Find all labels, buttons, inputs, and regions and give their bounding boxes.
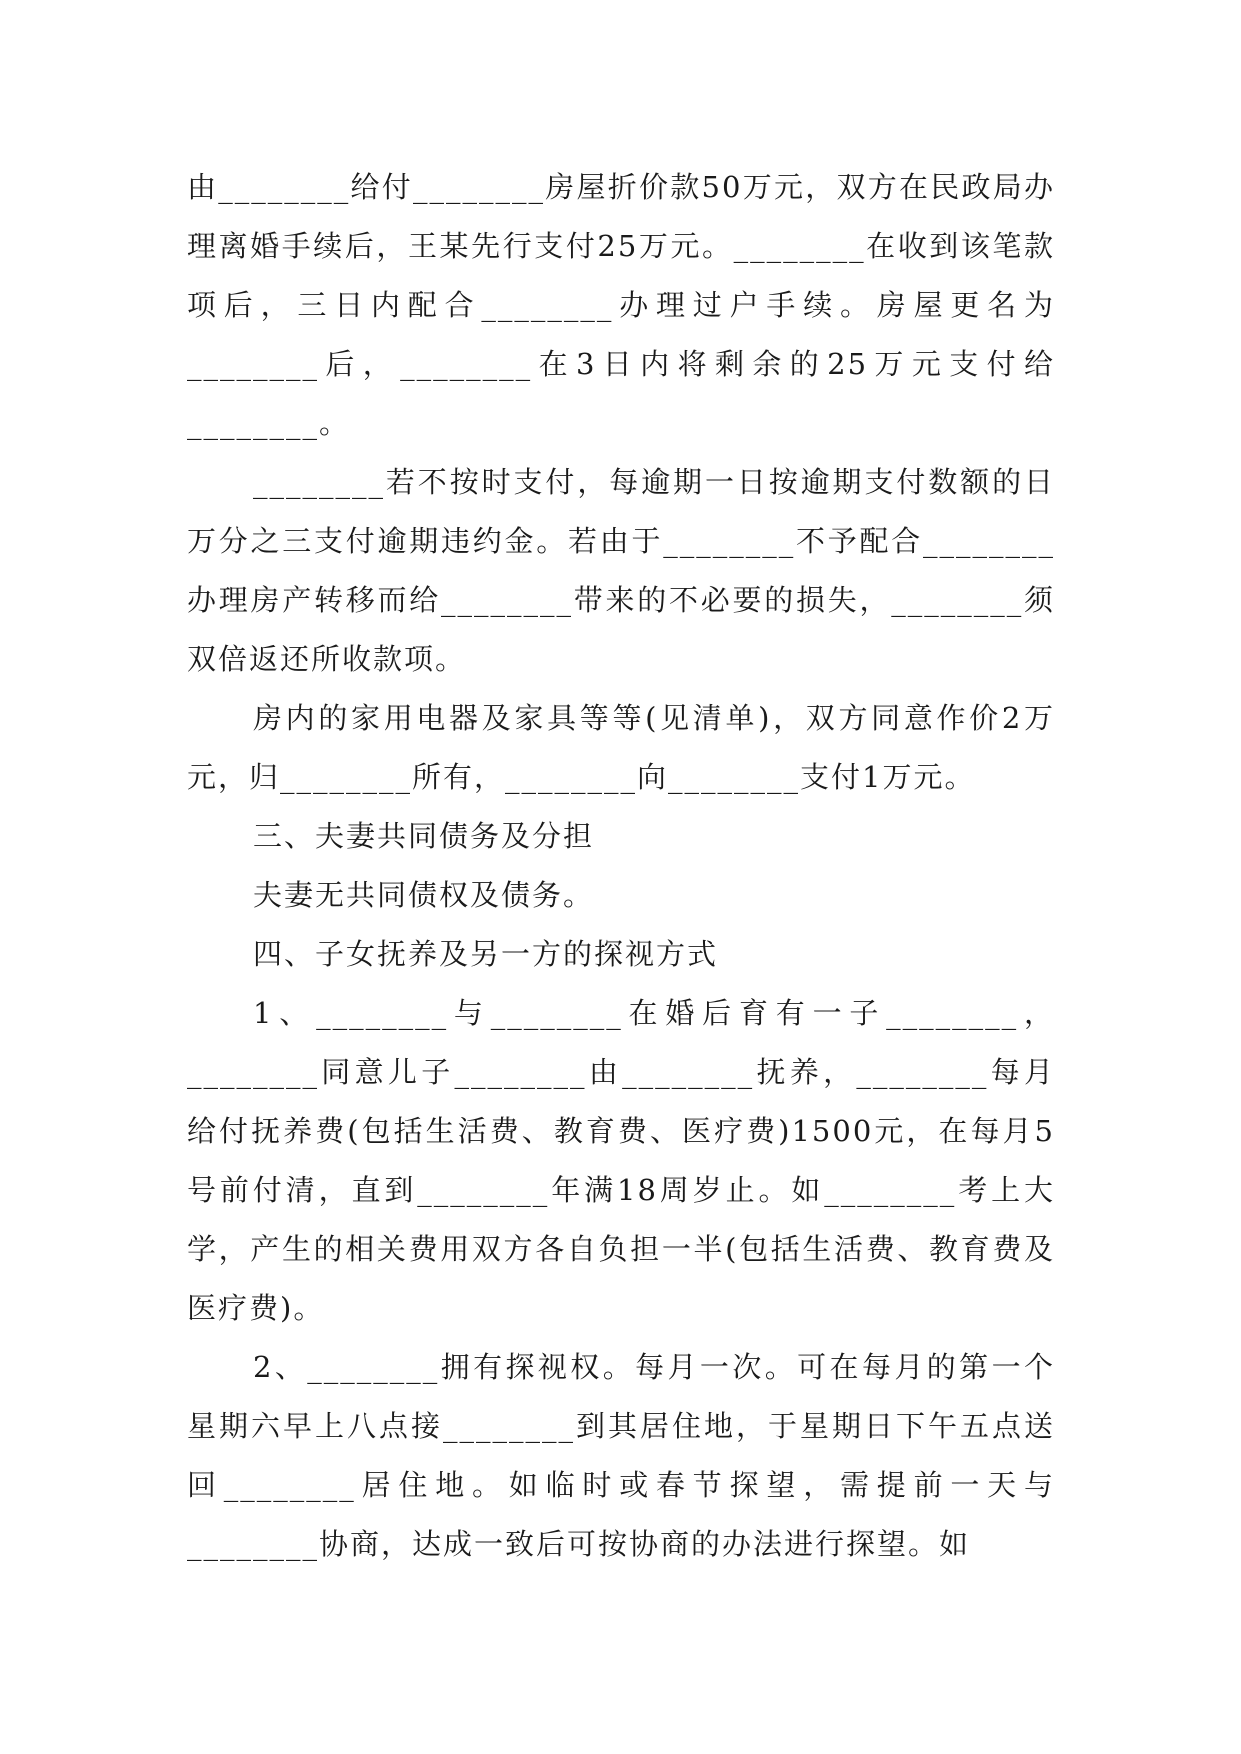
paragraph-house-payment: 由________给付________房屋折价款50万元，双方在民政局办理离婚手续后，王某先行支付25万元。________在收到该笔款项后，三日内配合________办理过户手续。房屋更名为________后，________在3日内将剩余的25万元支付给________。 — [187, 170, 1055, 440]
section-heading-debts: 三、夫妻共同债务及分担 — [253, 819, 595, 853]
paragraph-visitation: 2、________拥有探视权。每月一次。可在每月的第一个星期六早上八点接________到其居住地，于星期日下午五点送回________居住地。如临时或春节探望，需提前一天与________协商，达成一致后可按协商的办法进行探望。如 — [187, 1350, 1055, 1561]
paragraph-late-penalty: ________若不按时支付，每逾期一日按逾期支付数额的日万分之三支付逾期违约金。若由于________不予配合________办理房产转移而给________带来的不必要的损失，________须双倍返还所收款项。 — [187, 465, 1055, 676]
document-body — [187, 158, 1055, 1574]
section-heading-child-custody: 四、子女抚养及另一方的探视方式 — [253, 937, 719, 971]
paragraph-child-support: 1、________与________在婚后育有一子________，________同意儿子________由________抚养，________每月给付抚养费(包括生活费、教育费、医疗费)1500元，在每月5号前付清，直到________年满18周岁止。如________考上大学，产生的相关费用双方各自负担一半(包括生活费、教育费及医疗费)。 — [187, 996, 1055, 1325]
paragraph-no-debts: 夫妻无共同债权及债务。 — [253, 878, 595, 912]
paragraph-appliances: 房内的家用电器及家具等等(见清单)，双方同意作价2万元，归________所有，________向________支付1万元。 — [187, 701, 1055, 794]
